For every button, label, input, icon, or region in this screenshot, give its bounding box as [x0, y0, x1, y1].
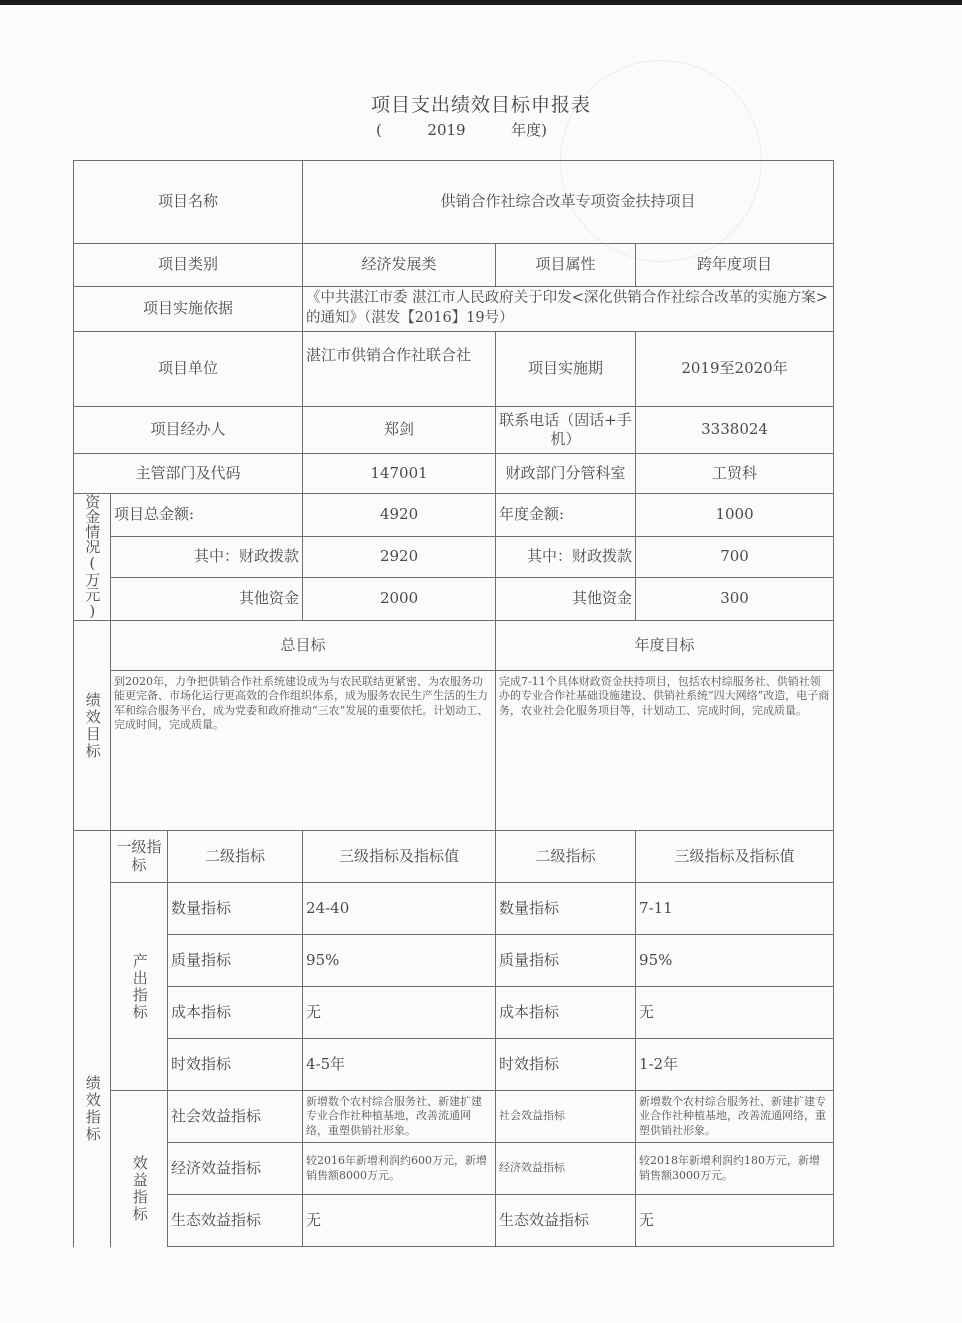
indicator-row — [74, 1195, 834, 1247]
header-level3-b: 三级指标及指标值 — [636, 831, 834, 883]
indicator-row — [74, 1039, 834, 1091]
indicator-value-a: 较2016年新增利润约600万元，新增销售额8000万元。 — [303, 1143, 496, 1195]
header-level3-a: 三级指标及指标值 — [303, 831, 496, 883]
indicator-value-a: 95% — [303, 935, 496, 987]
indicator-row — [74, 883, 834, 935]
indicator-value-b: 1-2年 — [636, 1039, 834, 1091]
funds-total-fiscal-label: 其中：财政拨款 — [111, 537, 303, 578]
category-value: 经济发展类 — [303, 244, 496, 287]
row-manager — [74, 407, 834, 454]
indicator-name-b: 社会效益指标 — [496, 1091, 636, 1143]
row-goals-header — [74, 621, 834, 671]
manager-value: 郑剑 — [303, 407, 496, 454]
indicator-row — [74, 1143, 834, 1195]
year-suffix: 年度) — [511, 121, 548, 139]
funds-section-label: 资金情况(万元) — [74, 494, 111, 621]
indicator-value-b: 新增数个农村综合服务社、新建扩建专业合作社种植基地，改善流通网络，重塑供销社形象。 — [636, 1091, 834, 1143]
phone-value: 3338024 — [636, 407, 834, 454]
indicator-name-b: 时效指标 — [496, 1039, 636, 1091]
row-funds-other — [74, 578, 834, 621]
project-name-value: 供销合作社综合改革专项资金扶持项目 — [303, 161, 834, 244]
row-funds-fiscal — [74, 537, 834, 578]
indicator-name-a: 经济效益指标 — [168, 1143, 303, 1195]
funds-total-other-label: 其他资金 — [111, 578, 303, 621]
header-level2-a: 二级指标 — [168, 831, 303, 883]
indicator-value-b: 7-11 — [636, 883, 834, 935]
indicator-value-a: 4-5年 — [303, 1039, 496, 1091]
funds-total-fiscal-value: 2920 — [303, 537, 496, 578]
indicator-value-a: 24-40 — [303, 883, 496, 935]
attribute-value: 跨年度项目 — [636, 244, 834, 287]
indicator-value-b: 无 — [636, 1195, 834, 1247]
finance-office-value: 工贸科 — [636, 454, 834, 494]
funds-annual-fiscal-label: 其中：财政拨款 — [496, 537, 636, 578]
dept-code-value: 147001 — [303, 454, 496, 494]
row-basis — [74, 287, 834, 332]
document-title: 项目支出绩效目标申报表 — [370, 94, 591, 116]
unit-label: 项目单位 — [74, 332, 303, 407]
output-indicators-label: 产出指标 — [111, 883, 168, 1091]
indicator-row — [74, 935, 834, 987]
row-project-name — [74, 161, 834, 244]
funds-annual-other-value: 300 — [636, 578, 834, 621]
indicator-name-a: 生态效益指标 — [168, 1195, 303, 1247]
period-value: 2019至2020年 — [636, 332, 834, 407]
category-label: 项目类别 — [74, 244, 303, 287]
document-year-line — [376, 119, 547, 140]
indicators-section-label: 绩效指标 — [74, 831, 111, 1247]
row-indicators-header — [74, 831, 834, 883]
goals-annual-text: 完成7-11个具体财政资金扶持项目，包括农村综服务社、供销社领办的专业合作社基础设施建设、供销社系统“四大网络”改造，电子商务，农业社会化服务项目等，计划动工、完成时间，完成质量。 — [496, 671, 834, 831]
indicator-name-a: 时效指标 — [168, 1039, 303, 1091]
goals-section-label: 绩效目标 — [74, 621, 111, 831]
funds-annual-label: 年度金额: — [496, 494, 636, 537]
indicator-value-a: 无 — [303, 987, 496, 1039]
indicator-name-b: 生态效益指标 — [496, 1195, 636, 1247]
attribute-label: 项目属性 — [496, 244, 636, 287]
indicator-name-a: 数量指标 — [168, 883, 303, 935]
period-label: 项目实施期 — [496, 332, 636, 407]
funds-total-value: 4920 — [303, 494, 496, 537]
indicator-name-a: 社会效益指标 — [168, 1091, 303, 1143]
scan-top-edge — [0, 0, 962, 5]
row-funds-total — [74, 494, 834, 537]
basis-label: 项目实施依据 — [74, 287, 303, 332]
benefit-indicators-label: 效益指标 — [111, 1091, 168, 1247]
indicator-value-b: 95% — [636, 935, 834, 987]
indicator-row — [74, 987, 834, 1039]
indicator-name-b: 数量指标 — [496, 883, 636, 935]
funds-annual-value: 1000 — [636, 494, 834, 537]
performance-target-form — [73, 160, 834, 1247]
row-department — [74, 454, 834, 494]
indicator-name-b: 成本指标 — [496, 987, 636, 1039]
phone-label: 联系电话（固话+手机） — [496, 407, 636, 454]
row-goals-content — [74, 671, 834, 831]
header-level2-b: 二级指标 — [496, 831, 636, 883]
project-name-label: 项目名称 — [74, 161, 303, 244]
year-value: 2019 — [427, 121, 466, 139]
header-level1: 一级指标 — [111, 831, 168, 883]
indicator-name-a: 质量指标 — [168, 935, 303, 987]
goals-overall-text: 到2020年，力争把供销合作社系统建设成为与农民联结更紧密、为农服务功能更完备、市场化运行更高效的合作组织体系，成为服务农民生产生活的生力军和综合服务平台，成为党委和政府推动“三农”发展的重要依托。计划动工、完成时间，完成质量。 — [111, 671, 496, 831]
manager-label: 项目经办人 — [74, 407, 303, 454]
basis-value: 《中共湛江市委 湛江市人民政府关于印发<深化供销合作社综合改革的实施方案>的通知》（湛发【2016】19号） — [303, 287, 834, 332]
indicator-name-b: 质量指标 — [496, 935, 636, 987]
funds-total-label: 项目总金额: — [111, 494, 303, 537]
dept-label: 主管部门及代码 — [74, 454, 303, 494]
indicator-name-b: 经济效益指标 — [496, 1143, 636, 1195]
indicator-value-b: 较2018年新增利润约180万元，新增销售额3000万元。 — [636, 1143, 834, 1195]
row-unit — [74, 332, 834, 407]
year-open-paren: ( — [376, 121, 382, 139]
goals-overall-header: 总目标 — [111, 621, 496, 671]
indicator-value-a: 新增数个农村综合服务社、新建扩建专业合作社种植基地，改善流通网络，重塑供销社形象。 — [303, 1091, 496, 1143]
unit-value: 湛江市供销合作社联合社 — [303, 332, 496, 407]
indicator-value-b: 无 — [636, 987, 834, 1039]
goals-annual-header: 年度目标 — [496, 621, 834, 671]
funds-total-other-value: 2000 — [303, 578, 496, 621]
indicator-value-a: 无 — [303, 1195, 496, 1247]
finance-office-label: 财政部门分管科室 — [496, 454, 636, 494]
indicator-row — [74, 1091, 834, 1143]
indicator-name-a: 成本指标 — [168, 987, 303, 1039]
funds-annual-fiscal-value: 700 — [636, 537, 834, 578]
row-category — [74, 244, 834, 287]
funds-annual-other-label: 其他资金 — [496, 578, 636, 621]
